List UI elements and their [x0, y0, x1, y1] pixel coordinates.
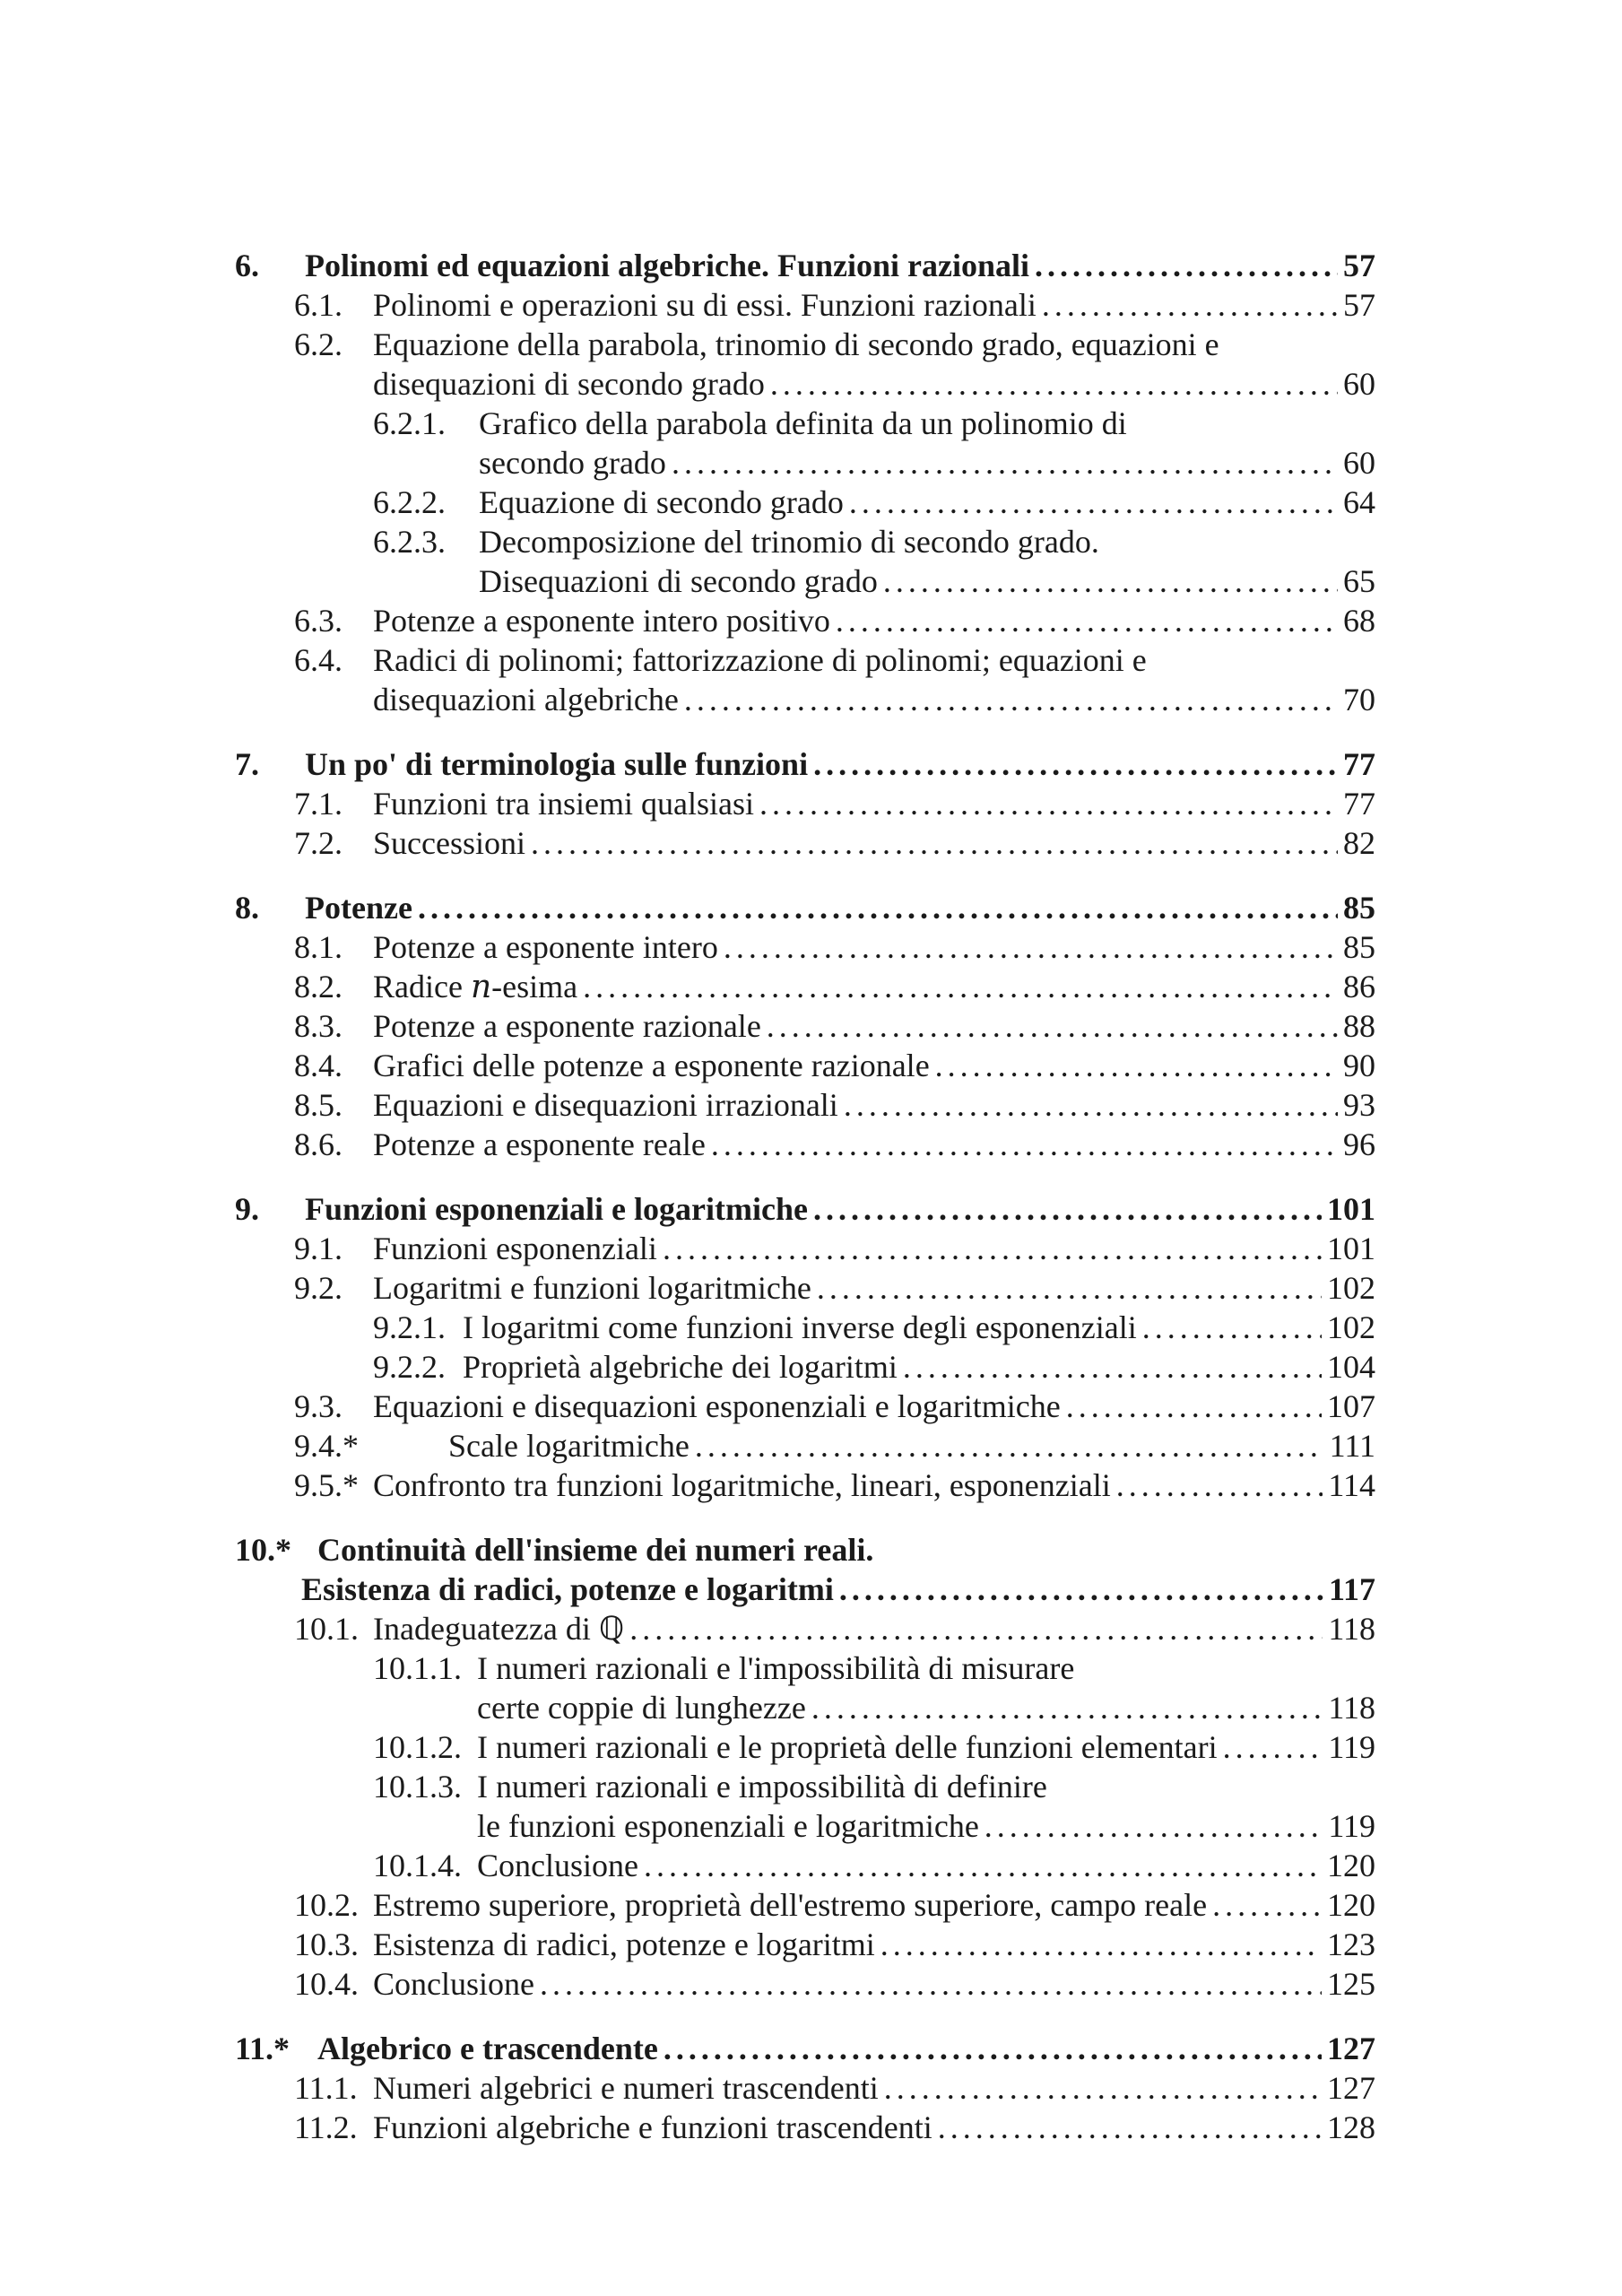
toc-number: 10.1.3.	[373, 1769, 462, 1805]
toc-entry-section	[294, 2108, 1375, 2147]
toc-number: 7.1.	[294, 786, 343, 822]
toc-entry-section	[294, 1885, 1375, 1925]
toc-leader	[663, 1229, 1322, 1268]
toc-leader	[1042, 285, 1338, 325]
toc-page-number: 118	[1328, 1690, 1375, 1726]
toc-entry-chapter-continuation	[301, 1570, 1375, 1609]
toc-entry-section	[294, 1609, 1375, 1648]
toc-page-number: 128	[1327, 2109, 1375, 2145]
toc-page-number: 114	[1328, 1467, 1375, 1503]
toc-title: I numeri razionali e l'impossibilità di misurare	[477, 1650, 1075, 1686]
toc-number: 8.5.	[294, 1087, 343, 1123]
toc-title: disequazioni di secondo grado	[373, 366, 765, 402]
toc-title: Esistenza di radici, potenze e logaritmi	[301, 1571, 834, 1607]
toc-number: 6.2.1.	[373, 405, 446, 441]
toc-entry-subsection	[373, 483, 1375, 522]
toc-entry-section	[294, 1229, 1375, 1268]
toc-entry-section	[294, 1085, 1375, 1125]
toc-title-text: Radice	[373, 969, 471, 1004]
toc-number: 7.	[235, 746, 259, 782]
toc-title: Potenze	[305, 890, 412, 926]
toc-title: Polinomi e operazioni su di essi. Funzioni razionali	[373, 287, 1037, 323]
toc-entry-subsection	[373, 1648, 1375, 1688]
toc-number: 10.2.	[294, 1887, 359, 1923]
toc-leader	[767, 1006, 1338, 1046]
toc-entry-section	[294, 1426, 1375, 1465]
toc-entry-section	[294, 325, 1375, 364]
toc-title: Equazione di secondo grado	[479, 484, 844, 520]
toc-leader	[813, 744, 1338, 784]
toc-leader	[938, 2108, 1322, 2147]
toc-page-number: 119	[1328, 1808, 1375, 1844]
toc-page-number: 85	[1343, 890, 1375, 926]
toc-page-number: 111	[1329, 1428, 1375, 1464]
toc-entry-section	[294, 1925, 1375, 1964]
toc-number: 6.2.3.	[373, 524, 446, 560]
toc-title-text: Inadeguatezza di	[373, 1611, 599, 1647]
toc-entry-section	[294, 1268, 1375, 1308]
toc-number: 10.*	[235, 1532, 291, 1568]
toc-title: Potenze a esponente intero	[373, 929, 718, 965]
toc-title: Confronto tra funzioni logaritmiche, lineari, esponenziali	[373, 1467, 1111, 1503]
toc-entry-subsection	[373, 522, 1375, 561]
toc-entry-subsection	[373, 404, 1375, 443]
toc-entry-section	[294, 285, 1375, 325]
toc-entry-continuation	[479, 561, 1375, 601]
toc-entry-continuation	[373, 364, 1375, 404]
toc-title: le funzioni esponenziali e logaritmiche	[477, 1808, 979, 1844]
toc-page-number: 102	[1327, 1270, 1375, 1306]
toc-page-number: 57	[1343, 248, 1375, 283]
toc-number: 6.3.	[294, 603, 343, 639]
toc-leader	[817, 1268, 1322, 1308]
toc-title: Radici di polinomi; fattorizzazione di polinomi; equazioni e	[373, 642, 1147, 678]
toc-title	[373, 1609, 624, 1649]
toc-title: Funzioni algebriche e funzioni trascendenti	[373, 2109, 932, 2145]
toc-leader	[644, 1846, 1322, 1885]
toc-title: Grafici delle potenze a esponente razionale	[373, 1048, 930, 1083]
toc-number: 9.5.*	[294, 1467, 359, 1503]
toc-title-text: -esima	[491, 969, 578, 1004]
toc-number: 7.2.	[294, 825, 343, 861]
toc-title: Un po' di terminologia sulle funzioni	[305, 746, 809, 782]
toc-leader	[1116, 1465, 1323, 1505]
toc-page-number: 60	[1343, 445, 1375, 481]
toc-page-number: 117	[1328, 1571, 1375, 1607]
toc-leader	[695, 1426, 1324, 1465]
toc-page-number: 96	[1343, 1126, 1375, 1162]
toc-leader	[629, 1609, 1323, 1648]
rationals-symbol: ℚ	[598, 1611, 625, 1648]
toc-number: 9.	[235, 1191, 259, 1227]
toc-leader	[1223, 1727, 1323, 1767]
toc-title: Decomposizione del trinomio di secondo grado.	[479, 524, 1099, 560]
toc-leader	[984, 1806, 1323, 1846]
toc-entry-chapter	[235, 1189, 1375, 1229]
toc-entry-continuation	[477, 1806, 1375, 1846]
toc-page-number: 57	[1343, 287, 1375, 323]
toc-entry-subsection	[373, 1308, 1375, 1347]
toc-entry-chapter	[235, 744, 1375, 784]
toc-page-number: 64	[1343, 484, 1375, 520]
toc-title: I numeri razionali e impossibilità di definire	[477, 1769, 1047, 1805]
toc-number: 9.2.1.	[373, 1309, 446, 1345]
toc-title: secondo grado	[479, 445, 666, 481]
toc-leader	[418, 888, 1338, 927]
toc-number: 6.2.2.	[373, 484, 446, 520]
toc-leader	[880, 1925, 1322, 1964]
toc-page-number: 118	[1328, 1611, 1375, 1647]
toc-leader	[540, 1964, 1322, 2004]
toc-entry-subsection	[373, 1727, 1375, 1767]
toc-entry-section	[294, 927, 1375, 967]
toc-entry-section	[294, 1125, 1375, 1164]
toc-leader	[759, 784, 1338, 823]
toc-leader	[813, 1189, 1322, 1229]
toc-entry-chapter	[235, 1530, 1375, 1570]
toc-number: 9.3.	[294, 1388, 343, 1424]
toc-entry-chapter	[235, 888, 1375, 927]
toc-page-number: 101	[1327, 1191, 1375, 1227]
toc-number: 10.3.	[294, 1926, 359, 1962]
toc-title: certe coppie di lunghezze	[477, 1690, 806, 1726]
toc-leader	[836, 601, 1338, 640]
toc-title	[373, 967, 577, 1007]
toc-title: Conclusione	[373, 1966, 534, 2002]
toc-entry-section	[294, 601, 1375, 640]
toc-number: 8.6.	[294, 1126, 343, 1162]
toc-entry-section	[294, 784, 1375, 823]
toc-page-number: 60	[1343, 366, 1375, 402]
toc-title: Continuità dell'insieme dei numeri reali.	[317, 1532, 874, 1568]
toc-leader	[1212, 1885, 1322, 1925]
toc-leader	[684, 680, 1338, 719]
toc-leader	[664, 2029, 1322, 2068]
toc-title: Conclusione	[477, 1848, 638, 1883]
toc-title: Algebrico e trascendente	[317, 2031, 658, 2066]
toc-page-number: 68	[1343, 603, 1375, 639]
toc-page-number: 120	[1327, 1887, 1375, 1923]
toc-page-number: 90	[1343, 1048, 1375, 1083]
toc-page-number: 125	[1327, 1966, 1375, 2002]
toc-number: 10.1.	[294, 1611, 359, 1647]
toc-page-number: 120	[1327, 1848, 1375, 1883]
toc-number: 11.1.	[294, 2070, 358, 2106]
toc-leader	[884, 2068, 1322, 2108]
toc-title: Equazioni e disequazioni esponenziali e logaritmiche	[373, 1388, 1061, 1424]
toc-title: I logaritmi come funzioni inverse degli esponenziali	[463, 1309, 1137, 1345]
toc-page-number: 77	[1343, 786, 1375, 822]
toc-number: 10.1.4.	[373, 1848, 462, 1883]
toc-number: 10.1.1.	[373, 1650, 462, 1686]
toc-page-number: 85	[1343, 929, 1375, 965]
toc-page-number: 86	[1343, 969, 1375, 1004]
toc-number: 6.4.	[294, 642, 343, 678]
toc-leader	[935, 1046, 1338, 1085]
toc-leader	[1142, 1308, 1322, 1347]
toc-leader	[724, 927, 1338, 967]
math-variable: n	[470, 969, 492, 1005]
toc-number: 8.2.	[294, 969, 343, 1004]
toc-entry-section	[294, 1006, 1375, 1046]
toc-page-number: 77	[1343, 746, 1375, 782]
toc-entry-continuation	[477, 1688, 1375, 1727]
toc-title: Potenze a esponente razionale	[373, 1008, 761, 1044]
toc-page-number: 70	[1343, 682, 1375, 718]
toc-entry-subsection	[373, 1767, 1375, 1806]
toc-leader	[1035, 246, 1338, 285]
toc-number: 9.1.	[294, 1231, 343, 1266]
toc-entry-continuation	[479, 443, 1375, 483]
toc-entry-section	[294, 967, 1375, 1006]
toc-leader	[844, 1085, 1338, 1125]
toc-entry-chapter	[235, 246, 1375, 285]
toc-page-number: 88	[1343, 1008, 1375, 1044]
toc-leader	[583, 967, 1338, 1006]
toc-number: 9.2.2.	[373, 1349, 446, 1385]
toc-page-number: 82	[1343, 825, 1375, 861]
toc-leader	[1066, 1387, 1322, 1426]
toc-title: Proprietà algebriche dei logaritmi	[463, 1349, 898, 1385]
toc-page-number: 119	[1328, 1729, 1375, 1765]
toc-number: 10.1.2.	[373, 1729, 462, 1765]
toc-number: 9.2.	[294, 1270, 343, 1306]
toc-title: Equazione della parabola, trinomio di secondo grado, equazioni e	[373, 326, 1219, 362]
toc-title: I numeri razionali e le proprietà delle funzioni elementari	[477, 1729, 1218, 1765]
toc-leader	[883, 561, 1338, 601]
toc-leader	[839, 1570, 1323, 1609]
toc-entry-section	[294, 640, 1375, 680]
toc-title: Funzioni tra insiemi qualsiasi	[373, 786, 754, 822]
toc-title: Funzioni esponenziali e logaritmiche	[305, 1191, 808, 1227]
toc-page-number: 123	[1327, 1926, 1375, 1962]
toc-entry-chapter	[235, 2029, 1375, 2068]
toc-leader	[672, 443, 1338, 483]
toc-page-number: 65	[1343, 563, 1375, 599]
toc-title: Funzioni esponenziali	[373, 1231, 657, 1266]
toc-title: disequazioni algebriche	[373, 682, 679, 718]
toc-title: Scale logaritmiche	[448, 1428, 690, 1464]
toc-title: Numeri algebrici e numeri trascendenti	[373, 2070, 879, 2106]
toc-number: 11.*	[235, 2031, 291, 2066]
toc-number: 9.4.*	[294, 1428, 359, 1464]
toc-number: 8.	[235, 890, 259, 926]
toc-leader	[849, 483, 1338, 522]
toc-entry-section	[294, 2068, 1375, 2108]
toc-title: Estremo superiore, proprietà dell'estremo superiore, campo reale	[373, 1887, 1208, 1923]
toc-entry-section	[294, 823, 1375, 863]
toc-number: 10.4.	[294, 1966, 359, 2002]
toc-number: 11.2.	[294, 2109, 358, 2145]
toc-page-number: 102	[1327, 1309, 1375, 1345]
toc-number: 8.1.	[294, 929, 343, 965]
toc-title: Disequazioni di secondo grado	[479, 563, 878, 599]
toc-title: Equazioni e disequazioni irrazionali	[373, 1087, 838, 1123]
toc-title: Logaritmi e funzioni logaritmiche	[373, 1270, 811, 1306]
toc-title: Potenze a esponente intero positivo	[373, 603, 830, 639]
toc-entry-section	[294, 1465, 1375, 1505]
toc-entry-continuation	[373, 680, 1375, 719]
toc-title: Polinomi ed equazioni algebriche. Funzioni razionali	[305, 248, 1030, 283]
toc-number: 6.2.	[294, 326, 343, 362]
toc-number: 6.1.	[294, 287, 343, 323]
toc-title: Potenze a esponente reale	[373, 1126, 706, 1162]
toc-number: 8.4.	[294, 1048, 343, 1083]
toc-page-number: 101	[1327, 1231, 1375, 1266]
toc-leader	[811, 1688, 1323, 1727]
toc-entry-section	[294, 1964, 1375, 2004]
toc-entry-section	[294, 1387, 1375, 1426]
toc-number: 6.	[235, 248, 259, 283]
toc-entry-subsection	[373, 1347, 1375, 1387]
toc-title: Grafico della parabola definita da un polinomio di	[479, 405, 1127, 441]
toc-number: 8.3.	[294, 1008, 343, 1044]
toc-leader	[711, 1125, 1338, 1164]
toc-entry-section	[294, 1046, 1375, 1085]
toc-page-number: 93	[1343, 1087, 1375, 1123]
toc-page-number: 127	[1327, 2070, 1375, 2106]
toc-title: Esistenza di radici, potenze e logaritmi	[373, 1926, 875, 1962]
toc-title: Successioni	[373, 825, 525, 861]
toc-page-number: 127	[1327, 2031, 1375, 2066]
toc-entry-subsection	[373, 1846, 1375, 1885]
toc-leader	[770, 364, 1338, 404]
toc-page-number: 107	[1327, 1388, 1375, 1424]
toc-leader	[531, 823, 1338, 863]
toc-page-number: 104	[1327, 1349, 1375, 1385]
toc-leader	[903, 1347, 1322, 1387]
